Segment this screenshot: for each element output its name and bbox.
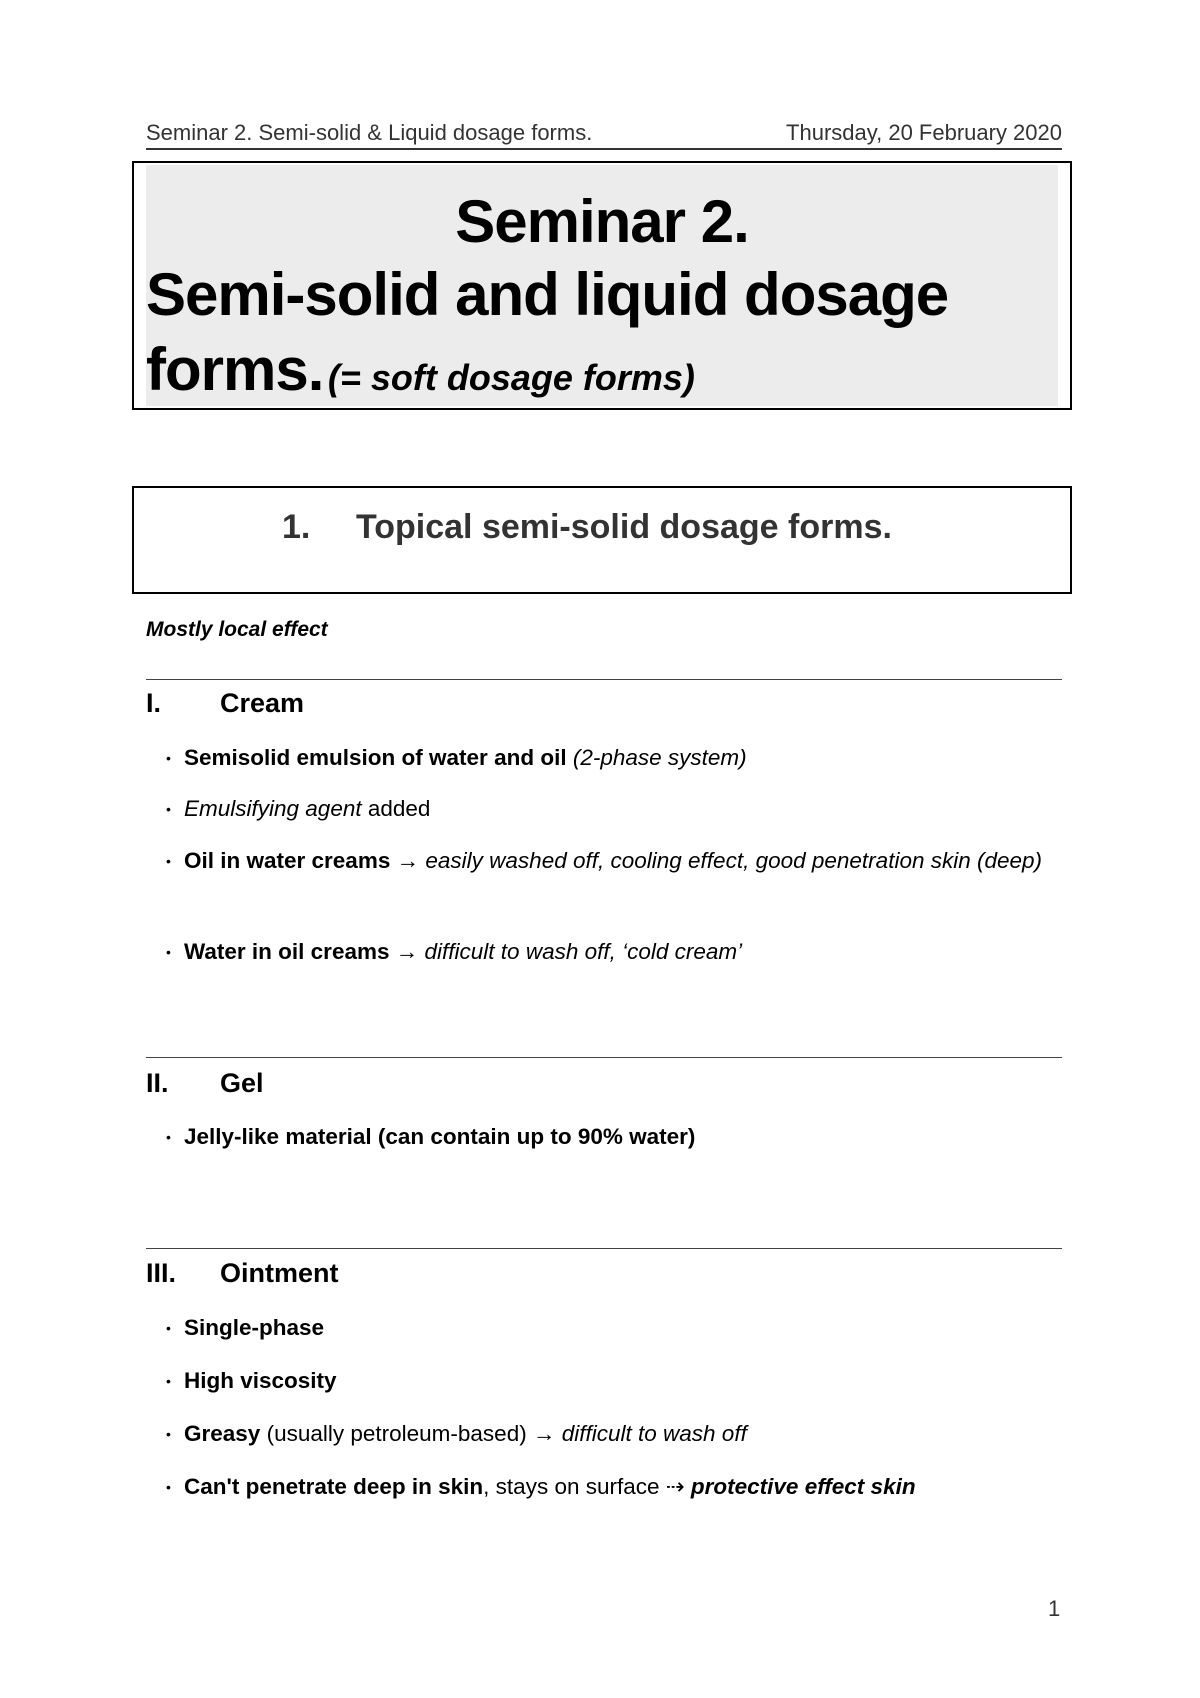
- bullet-icon: •: [166, 1320, 171, 1336]
- bullet-bold-text: Single-phase: [184, 1315, 325, 1340]
- arrow-icon: →: [532, 1421, 556, 1446]
- subsection-heading-cream: [146, 688, 304, 719]
- bullet-icon: •: [166, 1373, 171, 1389]
- arrow-icon: ⇢: [665, 1474, 685, 1499]
- bullet-icon: •: [166, 944, 171, 960]
- title-background: [146, 165, 1058, 406]
- header-date: Thursday, 20 February 2020: [786, 120, 1062, 145]
- running-header: [146, 120, 1062, 150]
- roman-numeral: II.: [146, 1068, 169, 1098]
- list-item: [166, 1469, 1066, 1505]
- subsection-title: Ointment: [220, 1258, 339, 1288]
- bullet-icon: •: [166, 1479, 171, 1495]
- section-heading-box: [132, 486, 1072, 594]
- list-item: [166, 1416, 1066, 1452]
- list-item: [166, 934, 1066, 970]
- arrow-icon: →: [396, 848, 420, 873]
- title-line-3: [146, 335, 695, 404]
- list-item: [166, 1310, 1066, 1346]
- section-title: Topical semi-solid dosage forms.: [356, 508, 892, 546]
- title-box: [132, 161, 1072, 410]
- title-line-3-main: forms.: [146, 336, 324, 403]
- divider-cream: [146, 679, 1062, 680]
- subsection-title: Gel: [220, 1068, 264, 1098]
- section-heading: [282, 508, 892, 547]
- bullet-plain-text: , stays on surface: [483, 1474, 660, 1499]
- bullet-icon: •: [166, 801, 171, 817]
- list-item: [166, 843, 1066, 879]
- bullet-bold-text: Can't penetrate deep in skin: [184, 1474, 484, 1499]
- bullet-italic-text: Emulsifying agent: [184, 796, 362, 821]
- divider-ointment: [146, 1248, 1062, 1249]
- local-effect-note: Mostly local effect: [146, 618, 328, 641]
- divider-gel: [146, 1057, 1062, 1058]
- bullet-bold-text: High viscosity: [184, 1368, 337, 1393]
- bullet-bold-text: Semisolid emulsion of water and oil: [184, 745, 567, 770]
- bullet-plain-text: added: [367, 796, 431, 821]
- bullet-icon: •: [166, 750, 171, 766]
- bullet-bold-italic-text: protective effect skin: [690, 1474, 916, 1499]
- arrow-icon: →: [395, 939, 419, 964]
- list-item: [166, 740, 1066, 776]
- bullet-italic-text: difficult to wash off, ‘cold cream’: [424, 939, 743, 964]
- bullet-icon: •: [166, 1426, 171, 1442]
- title-subtitle: (= soft dosage forms): [327, 357, 695, 398]
- title-line-1: Seminar 2.: [455, 188, 749, 255]
- list-item: [166, 1119, 1066, 1155]
- bullet-italic-text: difficult to wash off: [561, 1421, 747, 1446]
- section-number: 1.: [282, 508, 311, 546]
- bullet-bold-text: Jelly-like material (can contain up to 90% water): [184, 1124, 696, 1149]
- bullet-icon: •: [166, 1129, 171, 1145]
- list-item: [166, 1363, 1066, 1399]
- subsection-title: Cream: [220, 688, 305, 718]
- bullet-bold-text: Water in oil creams: [184, 939, 390, 964]
- list-item: [166, 791, 1066, 827]
- bullet-bold-text: Greasy: [184, 1421, 261, 1446]
- page-number: 1: [1048, 1596, 1061, 1621]
- subsection-heading-ointment: [146, 1258, 339, 1289]
- roman-numeral: III.: [146, 1258, 177, 1288]
- header-title: Seminar 2. Semi-solid & Liquid dosage forms.: [146, 120, 593, 145]
- bullet-italic-text: easily washed off, cooling effect, good penetration skin (deep): [425, 848, 1043, 873]
- subsection-heading-gel: [146, 1068, 264, 1099]
- bullet-italic-text: (2-phase system): [572, 745, 747, 770]
- title-line-2: Semi-solid and liquid dosage: [146, 261, 949, 328]
- roman-numeral: I.: [146, 688, 162, 718]
- bullet-bold-text: Oil in water creams: [184, 848, 391, 873]
- bullet-icon: •: [166, 853, 171, 869]
- bullet-plain-text: (usually petroleum-based): [266, 1421, 527, 1446]
